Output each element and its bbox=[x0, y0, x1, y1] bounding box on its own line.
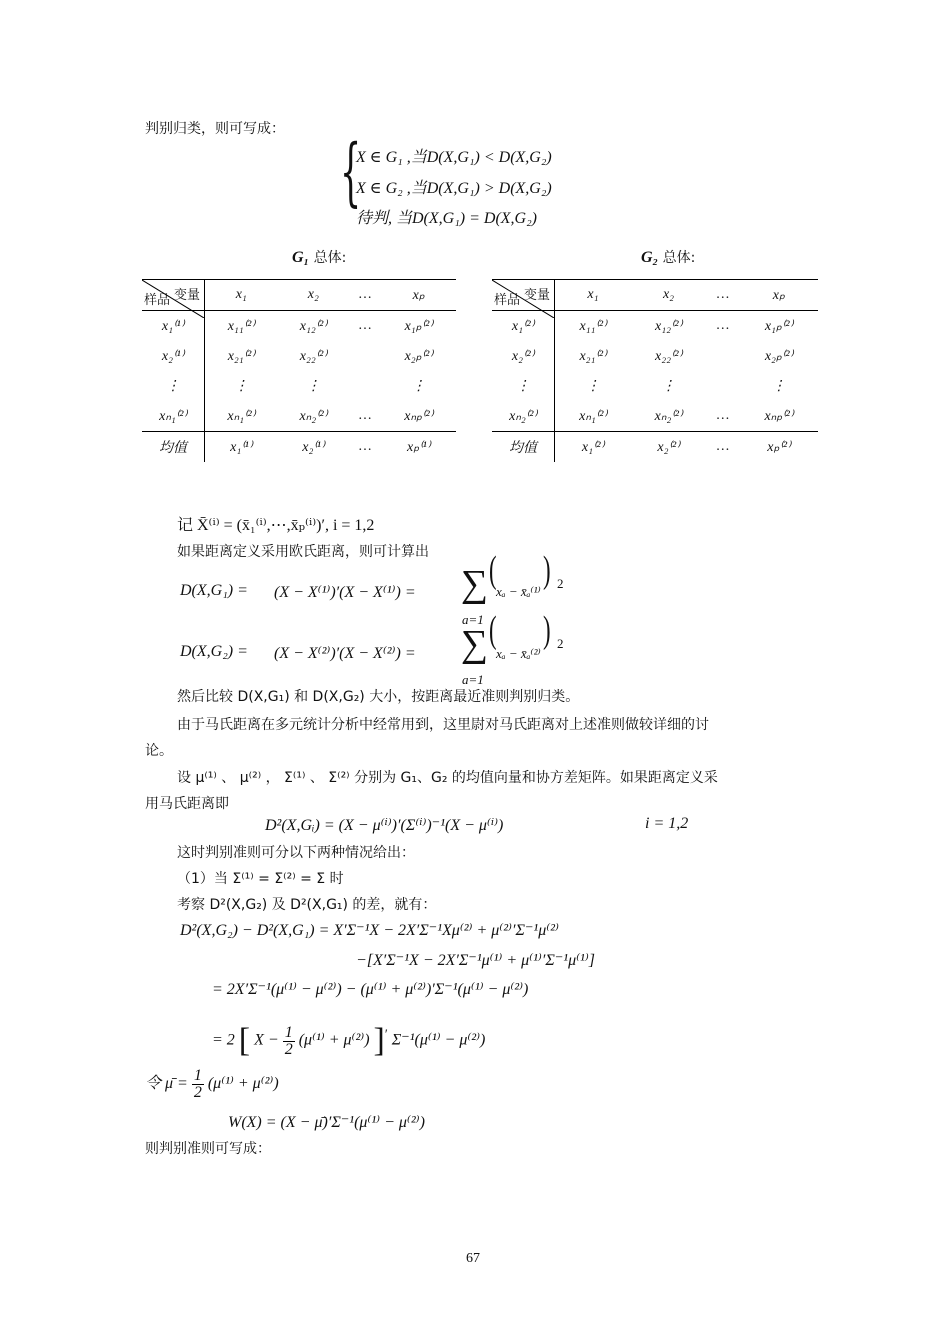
table-cell: x₂₁⁽²⁾ bbox=[579, 348, 607, 364]
table2-caption bbox=[641, 247, 695, 267]
left-bracket: [ bbox=[238, 1022, 251, 1059]
mean-cell: … bbox=[706, 432, 740, 463]
table-row bbox=[492, 371, 818, 401]
row-label: x₂⁽¹⁾ bbox=[142, 341, 205, 371]
fraction-half bbox=[283, 1025, 295, 1058]
column-header: … bbox=[706, 280, 740, 311]
let-prefix: 令 μ̄ = bbox=[145, 1075, 188, 1093]
fraction-numerator: 1 bbox=[193, 1067, 202, 1084]
mean-cell: … bbox=[349, 432, 381, 463]
table-cell: ⋮ bbox=[234, 378, 249, 394]
column-header: x₁ bbox=[555, 280, 631, 311]
mean-row bbox=[142, 432, 456, 463]
row-label: x₂⁽²⁾ bbox=[492, 341, 555, 371]
table-cell: ⋮ bbox=[661, 378, 676, 394]
left-brace: { bbox=[340, 129, 362, 215]
table1-caption-text: 总体: bbox=[313, 250, 347, 266]
square-exponent: 2 bbox=[557, 576, 564, 591]
row-label: xₙ₁⁽²⁾ bbox=[142, 401, 205, 432]
table-cell bbox=[706, 341, 740, 371]
table-cell: x₂ₚ⁽²⁾ bbox=[764, 348, 793, 364]
sum-symbol: ∑ bbox=[461, 563, 489, 605]
outro-text: 则判别准则可写成： bbox=[145, 1141, 271, 1157]
table-cell: x₁ₚ⁽²⁾ bbox=[404, 318, 433, 334]
table-cell: x₁ₚ⁽²⁾ bbox=[764, 318, 793, 334]
table1-caption bbox=[292, 247, 346, 267]
derivation-line-4 bbox=[212, 1022, 485, 1060]
table-cell: xₙ₂⁽²⁾ bbox=[654, 408, 683, 424]
table-cell: ⋮ bbox=[771, 378, 786, 394]
row-label: ⋮ bbox=[492, 371, 555, 401]
table-cell: x₂₂⁽²⁾ bbox=[654, 348, 683, 364]
table-g1 bbox=[142, 279, 456, 462]
table-row bbox=[142, 371, 456, 401]
mean-cell: x₁⁽²⁾ bbox=[555, 432, 631, 463]
row-label: xₙ₂⁽²⁾ bbox=[492, 401, 555, 432]
mean-cell: x₁⁽¹⁾ bbox=[205, 432, 278, 463]
table-cell: … bbox=[716, 408, 730, 423]
table-row bbox=[142, 341, 456, 371]
row-label: ⋮ bbox=[142, 371, 205, 401]
mean-cell: xₚ⁽¹⁾ bbox=[381, 432, 456, 463]
row-label: x₁⁽¹⁾ bbox=[142, 311, 205, 342]
table-cell: … bbox=[359, 318, 372, 333]
case-1: （1）当 Σ⁽¹⁾ = Σ⁽²⁾ = Σ 时 bbox=[177, 871, 344, 887]
table-cell: … bbox=[359, 408, 372, 423]
table-g2 bbox=[492, 279, 818, 462]
fraction-denominator: 2 bbox=[193, 1084, 202, 1101]
sum-index: a=1 bbox=[462, 612, 484, 627]
diag-header-cell bbox=[492, 280, 555, 311]
right-bracket: ] bbox=[373, 1022, 385, 1059]
table-header-row bbox=[492, 280, 818, 311]
table-cell: x₁₂⁽²⁾ bbox=[299, 318, 327, 334]
setup-paragraph-line1: 设 μ⁽¹⁾ 、 μ⁽²⁾ ， Σ⁽¹⁾ 、 Σ⁽²⁾ 分别为 G₁、G₂ 的均值向量和协方差矩阵。如果距离定义采 bbox=[177, 770, 718, 786]
header-var: 变量 bbox=[173, 288, 200, 303]
column-header: xₚ bbox=[740, 280, 818, 311]
column-header: … bbox=[349, 280, 381, 311]
column-header: x₂ bbox=[277, 280, 349, 311]
fraction-denominator: 2 bbox=[284, 1040, 293, 1058]
mahal-paragraph-line1: 由于马氏距离在多元统计分析中经常用到，这里尉对马氏距离对上述准则做较详细的讨 bbox=[177, 717, 709, 733]
table-cell bbox=[349, 341, 381, 371]
column-header: x₂ bbox=[631, 280, 706, 311]
column-header: x₁ bbox=[205, 280, 278, 311]
diag-header-cell bbox=[142, 280, 205, 311]
transpose-mark: ′ bbox=[384, 1026, 388, 1042]
table-cell: xₙ₁⁽²⁾ bbox=[579, 408, 607, 424]
table-cell: ⋮ bbox=[306, 378, 321, 394]
fraction-half bbox=[192, 1068, 204, 1101]
table-cell: xₙ₁⁽²⁾ bbox=[227, 408, 256, 424]
right-paren: ) bbox=[543, 609, 551, 651]
deriv4-paren: (μ⁽¹⁾ + μ⁽²⁾) bbox=[298, 1031, 370, 1049]
consider-text: 考察 D²(X,G₂) 及 D²(X,G₁) 的差，就有： bbox=[177, 897, 437, 913]
sum-symbol: ∑ bbox=[461, 623, 489, 665]
d1-term: xₐ − x̄ₐ⁽¹⁾ bbox=[496, 584, 541, 599]
table-row bbox=[492, 401, 818, 432]
setup-paragraph-line2: 用马氏距离即 bbox=[145, 796, 229, 812]
mean-cell: xₚ⁽²⁾ bbox=[740, 432, 818, 463]
mahal-paragraph-line2: 论。 bbox=[145, 743, 173, 759]
square-exponent: 2 bbox=[557, 636, 564, 651]
table-cell bbox=[349, 371, 381, 401]
left-paren: ( bbox=[489, 549, 497, 591]
fraction-numerator: 1 bbox=[284, 1023, 293, 1041]
table-cell: x₂₁⁽²⁾ bbox=[227, 348, 255, 364]
mahal-formula: D²(X,Gᵢ) = (X − μ⁽ⁱ⁾)′(Σ⁽ⁱ⁾)⁻¹(X − μ⁽ⁱ⁾) bbox=[265, 817, 504, 834]
row-label: x₁⁽²⁾ bbox=[492, 311, 555, 342]
derivation-line-2: −[X′Σ⁻¹X − 2X′Σ⁻¹μ⁽¹⁾ + μ⁽¹⁾′Σ⁻¹μ⁽¹⁾] bbox=[356, 952, 595, 969]
d2-lhs: D(X,G₂) = bbox=[180, 643, 248, 660]
deriv4-post: Σ⁻¹(μ⁽¹⁾ − μ⁽²⁾) bbox=[391, 1031, 486, 1049]
table-row bbox=[142, 401, 456, 432]
table-cell: x₁₁⁽²⁾ bbox=[227, 318, 255, 334]
table-cell: x₂₂⁽²⁾ bbox=[299, 348, 327, 364]
let-mu-definition bbox=[145, 1068, 279, 1101]
table2-caption-symbol: G₂ bbox=[641, 249, 659, 266]
mean-cell: x₂⁽¹⁾ bbox=[277, 432, 349, 463]
rule-line-1: X ∈ G₁ ,当D(X,G₁) < D(X,G₂) bbox=[356, 149, 552, 166]
header-sample: 样品 bbox=[144, 293, 171, 308]
header-sample: 样品 bbox=[494, 293, 521, 308]
mean-notation: 记 X̄⁽ⁱ⁾ = (x̄₁⁽ⁱ⁾,⋯,x̄ₚ⁽ⁱ⁾)′, i = 1,2 bbox=[177, 517, 375, 534]
table-cell: xₙ₂⁽²⁾ bbox=[299, 408, 328, 424]
table-cell bbox=[706, 371, 740, 401]
euclid-intro: 如果距离定义采用欧氏距离，则可计算出 bbox=[177, 544, 429, 560]
compare-text: 然后比较 D(X,G₁) 和 D(X,G₂) 大小，按距离最近准则判别归类。 bbox=[177, 689, 580, 705]
table-cell: x₁₂⁽²⁾ bbox=[654, 318, 683, 334]
rule-line-2: X ∈ G₂ ,当D(X,G₁) > D(X,G₂) bbox=[356, 180, 552, 197]
table1-caption-symbol: G₁ bbox=[292, 249, 310, 266]
mean-row bbox=[492, 432, 818, 463]
table-cell: x₁₁⁽²⁾ bbox=[579, 318, 607, 334]
table2-caption-text: 总体: bbox=[662, 250, 696, 266]
rule-line-3: 待判, 当D(X,G₁) = D(X,G₂) bbox=[356, 210, 538, 227]
table-header-row bbox=[142, 280, 456, 311]
mean-label: 均值 bbox=[492, 432, 555, 463]
sum-index: a=1 bbox=[462, 672, 484, 687]
header-var: 变量 bbox=[523, 288, 550, 303]
derivation-line-1: D²(X,G₂) − D²(X,G₁) = X′Σ⁻¹X − 2X′Σ⁻¹Xμ⁽²⁾ + μ⁽²⁾′Σ⁻¹μ⁽²⁾ bbox=[180, 922, 559, 939]
d2-term: xₐ − x̄ₐ⁽²⁾ bbox=[496, 646, 541, 661]
page-number: 67 bbox=[466, 1251, 480, 1266]
table-cell: x₂ₚ⁽²⁾ bbox=[404, 348, 433, 364]
table-cell: xₙₚ⁽²⁾ bbox=[404, 408, 434, 424]
d1-lhs: D(X,G₁) = bbox=[180, 582, 248, 599]
let-suffix: (μ⁽¹⁾ + μ⁽²⁾) bbox=[207, 1075, 279, 1093]
deriv4-inner: X − bbox=[254, 1031, 279, 1049]
w-formula: W(X) = (X − μ̄)′Σ⁻¹(μ⁽¹⁾ − μ⁽²⁾) bbox=[228, 1114, 425, 1131]
cases-intro: 这时判别准则可分以下两种情况给出： bbox=[177, 845, 415, 861]
mean-label: 均值 bbox=[142, 432, 205, 463]
table-cell: ⋮ bbox=[411, 378, 426, 394]
mean-cell: x₂⁽²⁾ bbox=[631, 432, 706, 463]
column-header: xₚ bbox=[381, 280, 456, 311]
right-paren: ) bbox=[543, 549, 551, 591]
left-paren: ( bbox=[489, 609, 497, 651]
intro-text: 判别归类，则可写成： bbox=[145, 121, 285, 137]
mahal-index: i = 1,2 bbox=[645, 815, 689, 832]
d2-mid: (X − X⁽²⁾)′(X − X⁽²⁾) = bbox=[274, 645, 416, 662]
derivation-line-3: = 2X′Σ⁻¹(μ⁽¹⁾ − μ⁽²⁾) − (μ⁽¹⁾ + μ⁽²⁾)′Σ⁻¹(μ⁽¹⁾ − μ⁽²⁾) bbox=[212, 981, 529, 998]
table-cell: ⋮ bbox=[585, 378, 600, 394]
d1-mid: (X − X⁽¹⁾)′(X − X⁽¹⁾) = bbox=[274, 584, 416, 601]
deriv4-prefix: = 2 bbox=[212, 1031, 235, 1049]
table-cell: xₙₚ⁽²⁾ bbox=[764, 408, 794, 424]
table-row bbox=[492, 341, 818, 371]
table-cell: … bbox=[716, 318, 730, 333]
